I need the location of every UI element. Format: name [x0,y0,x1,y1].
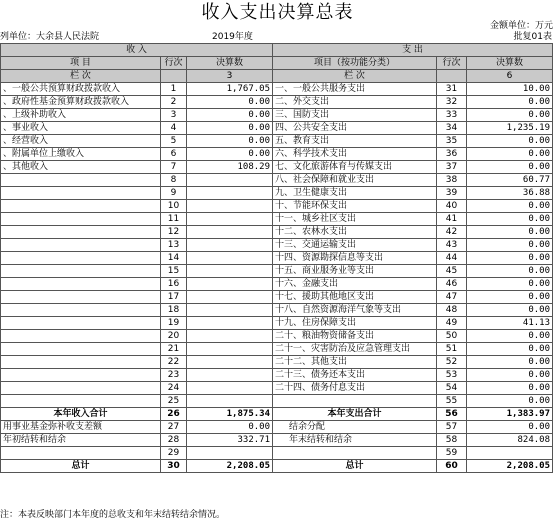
income-item-cell [1,317,161,330]
expense-row-no-cell: 39 [437,187,467,200]
expense-total-row-no-cell: 60 [437,460,467,473]
table-row [1,317,553,330]
expense-total-row-no-cell: 56 [437,408,467,421]
expense-row-no-header: 行次 [437,57,467,70]
expense-row-no-cell: 42 [437,226,467,239]
expense-amount-header: 决算数 [467,57,553,70]
expense-amount-cell: 0.00 [467,382,553,395]
table-row [1,395,553,408]
income-total-row-no-cell: 27 [161,421,187,434]
expense-item-cell [273,395,437,408]
expense-amount-cell: 0.00 [467,200,553,213]
total-row [1,408,553,421]
income-amount-cell: 0.00 [187,96,273,109]
expense-total-label-cell: 总计 [273,460,437,473]
table-row [1,304,553,317]
income-item-cell [1,330,161,343]
expense-item-cell: 六、科学技术支出 [273,148,437,161]
income-item-cell [1,226,161,239]
expense-row-no-cell: 48 [437,304,467,317]
income-amount-cell [187,291,273,304]
income-amount-cell [187,226,273,239]
table-row [1,161,553,174]
table-row [1,330,553,343]
expense-item-cell: 二十二、其他支出 [273,356,437,369]
expense-item-cell: 九、卫生健康支出 [273,187,437,200]
expense-row-no-cell: 44 [437,252,467,265]
fiscal-year: 2019年度 [212,32,253,42]
expense-item-cell: 十八、自然资源海洋气象等支出 [273,304,437,317]
income-row-no-cell: 21 [161,343,187,356]
expense-total-amount-cell: 1,383.97 [467,408,553,421]
income-row-no-cell: 18 [161,304,187,317]
income-amount-cell: 0.00 [187,135,273,148]
income-total-row-no-cell: 30 [161,460,187,473]
income-row-no-cell: 20 [161,330,187,343]
expense-item-cell: 七、文化旅游体育与传媒支出 [273,161,437,174]
expense-row-no-cell: 51 [437,343,467,356]
income-amount-cell [187,239,273,252]
income-total-label-cell: 年初结转和结余 [1,434,161,447]
expense-total-label-cell: 年末结转和结余 [273,434,437,447]
expense-row-no-cell: 52 [437,356,467,369]
expense-item-cell: 十六、金融支出 [273,278,437,291]
income-row-no-cell: 7 [161,161,187,174]
income-amount-cell [187,252,273,265]
income-total-label-cell: 总计 [1,460,161,473]
income-amount-cell [187,265,273,278]
expense-amount-cell: 0.00 [467,330,553,343]
income-row-no-cell: 9 [161,187,187,200]
expense-row-no-cell: 36 [437,148,467,161]
income-amount-cell [187,200,273,213]
expense-total-amount-cell: 2,208.05 [467,460,553,473]
income-row-no-cell: 23 [161,369,187,382]
income-item-cell [1,278,161,291]
income-item-cell: 、其他收入 [1,161,161,174]
expense-total-amount-cell [467,447,553,460]
expense-item-cell: 三、国防支出 [273,109,437,122]
income-row-no-cell: 13 [161,239,187,252]
total-row [1,447,553,460]
expense-item-cell: 十、节能环保支出 [273,200,437,213]
income-item-cell: 、经营收入 [1,135,161,148]
income-total-label-cell: 用事业基金弥补收支差额 [1,421,161,434]
expense-amount-cell: 0.00 [467,239,553,252]
table-row [1,122,553,135]
table-row [1,187,553,200]
income-row-no-cell: 3 [161,109,187,122]
table-row [1,174,553,187]
expense-row-no-cell: 33 [437,109,467,122]
income-section-header: 收 入 [1,44,273,57]
expense-row-no-cell: 38 [437,174,467,187]
income-expense-table [0,43,553,473]
income-total-amount-cell: 332.71 [187,434,273,447]
table-row [1,226,553,239]
income-item-cell [1,369,161,382]
expense-row-no-cell: 41 [437,213,467,226]
report-title: 收入支出决算总表 [201,2,354,23]
income-total-amount-cell: 2,208.05 [187,460,273,473]
income-row-no-cell: 6 [161,148,187,161]
income-row-no-cell: 1 [161,83,187,96]
expense-row-no-cell: 37 [437,161,467,174]
expense-amount-cell: 0.00 [467,278,553,291]
income-total-amount-cell [187,447,273,460]
income-amount-cell [187,369,273,382]
expense-amount-cell: 10.00 [467,83,553,96]
expense-item-header: 项目（按功能分类） [273,57,437,70]
expense-amount-cell: 0.00 [467,226,553,239]
income-total-row-no-cell: 28 [161,434,187,447]
expense-item-cell: 二十一、灾害防治及应急管理支出 [273,343,437,356]
section-header-row [1,44,553,57]
income-row-no-cell: 12 [161,226,187,239]
income-item-cell [1,252,161,265]
income-amount-cell [187,278,273,291]
expense-amount-cell: 41.13 [467,317,553,330]
expense-section-header: 支 出 [273,44,553,57]
expense-row-no-cell: 55 [437,395,467,408]
expense-item-cell: 一、一般公共服务支出 [273,83,437,96]
expense-item-cell: 十五、商业服务业等支出 [273,265,437,278]
income-amount-header: 决算数 [187,57,273,70]
income-amount-cell [187,213,273,226]
column-index-row [1,70,553,83]
income-amount-cell [187,317,273,330]
expense-item-cell: 二十、粮油物资储备支出 [273,330,437,343]
income-item-header: 项 目 [1,57,161,70]
expense-amount-cell: 0.00 [467,213,553,226]
income-item-cell: 、政府性基金预算财政拨款收入 [1,96,161,109]
expense-row-no-cell: 54 [437,382,467,395]
expense-row-no-cell: 35 [437,135,467,148]
expense-row-no-cell: 34 [437,122,467,135]
income-amount-cell [187,304,273,317]
expense-item-cell: 二十三、债务还本支出 [273,369,437,382]
income-row-no-cell: 22 [161,356,187,369]
income-row-no-cell: 11 [161,213,187,226]
table-row [1,213,553,226]
total-row [1,460,553,473]
expense-row-no-cell: 49 [437,317,467,330]
expense-row-no-cell: 47 [437,291,467,304]
expense-item-cell: 二十四、债务付息支出 [273,382,437,395]
income-column-label: 栏 次 [1,70,161,83]
expense-item-cell: 四、公共安全支出 [273,122,437,135]
income-amount-cell [187,343,273,356]
table-row [1,291,553,304]
income-total-row-no-cell: 29 [161,447,187,460]
income-amount-cell: 0.00 [187,148,273,161]
expense-amount-cell: 0.00 [467,291,553,304]
income-amount-cell [187,187,273,200]
income-item-cell [1,291,161,304]
income-column-number: 3 [187,70,273,83]
income-item-cell: 、事业收入 [1,122,161,135]
income-row-no-cell: 14 [161,252,187,265]
income-row-no-header: 行次 [161,57,187,70]
expense-amount-cell: 0.00 [467,148,553,161]
income-row-no-cell: 4 [161,122,187,135]
expense-amount-cell: 0.00 [467,304,553,317]
income-amount-cell: 0.00 [187,109,273,122]
expense-row-no-cell: 43 [437,239,467,252]
income-amount-cell: 1,767.05 [187,83,273,96]
income-item-cell [1,187,161,200]
expense-amount-cell: 0.00 [467,343,553,356]
table-row [1,343,553,356]
amount-unit: 金额单位：万元 [489,21,553,31]
expense-item-cell: 十二、农林水支出 [273,226,437,239]
table-row [1,109,553,122]
expense-row-no-cell: 53 [437,369,467,382]
expense-total-label-cell: 本年支出合计 [273,408,437,421]
income-total-amount-cell: 1,875.34 [187,408,273,421]
expense-row-no-cell: 50 [437,330,467,343]
income-total-amount-cell: 0.00 [187,421,273,434]
expense-total-row-no-cell: 59 [437,447,467,460]
expense-item-cell: 十三、交通运输支出 [273,239,437,252]
expense-item-cell: 五、教育支出 [273,135,437,148]
income-item-cell [1,382,161,395]
expense-row-no-cell: 40 [437,200,467,213]
income-item-cell [1,395,161,408]
income-amount-cell [187,395,273,408]
expense-column-label: 栏 次 [273,70,437,83]
income-item-cell [1,304,161,317]
expense-total-row-no-cell: 58 [437,434,467,447]
expense-amount-cell: 0.00 [467,356,553,369]
organization-name: 列单位：大余县人民法院 [0,32,100,42]
expense-amount-cell: 0.00 [467,161,553,174]
table-row [1,239,553,252]
income-item-cell [1,200,161,213]
table-row [1,200,553,213]
income-item-cell [1,356,161,369]
expense-item-cell: 八、社会保障和就业支出 [273,174,437,187]
income-item-cell [1,174,161,187]
expense-item-cell: 十四、资源勘探信息等支出 [273,252,437,265]
income-row-no-cell: 15 [161,265,187,278]
total-row [1,434,553,447]
income-amount-cell [187,356,273,369]
income-row-no-cell: 17 [161,291,187,304]
expense-amount-cell: 0.00 [467,96,553,109]
expense-row-no-cell: 32 [437,96,467,109]
expense-amount-cell: 0.00 [467,265,553,278]
income-row-no-cell: 24 [161,382,187,395]
expense-column-number: 6 [467,70,553,83]
table-row [1,369,553,382]
income-item-cell [1,213,161,226]
expense-item-cell: 十七、援助其他地区支出 [273,291,437,304]
expense-total-label-cell [273,447,437,460]
income-row-no-cell: 8 [161,174,187,187]
income-amount-cell [187,174,273,187]
table-row [1,96,553,109]
expense-total-amount-cell: 824.08 [467,434,553,447]
expense-column-blank [437,70,467,83]
table-row [1,356,553,369]
expense-amount-cell: 0.00 [467,135,553,148]
expense-amount-cell: 1,235.19 [467,122,553,135]
income-item-cell [1,343,161,356]
expense-amount-cell: 0.00 [467,369,553,382]
expense-amount-cell: 60.77 [467,174,553,187]
expense-row-no-cell: 46 [437,278,467,291]
table-row [1,252,553,265]
expense-total-label-cell: 结余分配 [273,421,437,434]
income-amount-cell [187,382,273,395]
income-total-label-cell: 本年收入合计 [1,408,161,421]
total-row [1,421,553,434]
expense-amount-cell: 0.00 [467,252,553,265]
expense-item-cell: 十一、城乡社区支出 [273,213,437,226]
income-total-row-no-cell: 26 [161,408,187,421]
income-amount-cell: 108.29 [187,161,273,174]
expense-total-amount-cell: 0.00 [467,421,553,434]
income-item-cell: 、一般公共预算财政拨款收入 [1,83,161,96]
table-row [1,148,553,161]
income-amount-cell: 0.00 [187,122,273,135]
income-row-no-cell: 19 [161,317,187,330]
income-item-cell [1,239,161,252]
income-item-cell: 、上级补助收入 [1,109,161,122]
income-row-no-cell: 25 [161,395,187,408]
income-row-no-cell: 16 [161,278,187,291]
footnote: 注：本表反映部门本年度的总收支和年末结转结余情况。 [0,510,226,520]
income-total-label-cell [1,447,161,460]
document-number: 批复01表 [513,32,552,42]
expense-row-no-cell: 45 [437,265,467,278]
income-row-no-cell: 2 [161,96,187,109]
income-row-no-cell: 10 [161,200,187,213]
table-row [1,135,553,148]
expense-item-cell: 十九、住房保障支出 [273,317,437,330]
income-amount-cell [187,330,273,343]
table-row [1,382,553,395]
expense-amount-cell: 36.88 [467,187,553,200]
table-row [1,83,553,96]
expense-total-row-no-cell: 57 [437,421,467,434]
expense-amount-cell: 0.00 [467,109,553,122]
table-row [1,278,553,291]
expense-amount-cell: 0.00 [467,395,553,408]
table-row [1,265,553,278]
income-row-no-cell: 5 [161,135,187,148]
expense-item-cell: 二、外交支出 [273,96,437,109]
income-item-cell [1,265,161,278]
income-column-blank [161,70,187,83]
expense-row-no-cell: 31 [437,83,467,96]
column-header-row [1,57,553,70]
income-item-cell: 、附属单位上缴收入 [1,148,161,161]
